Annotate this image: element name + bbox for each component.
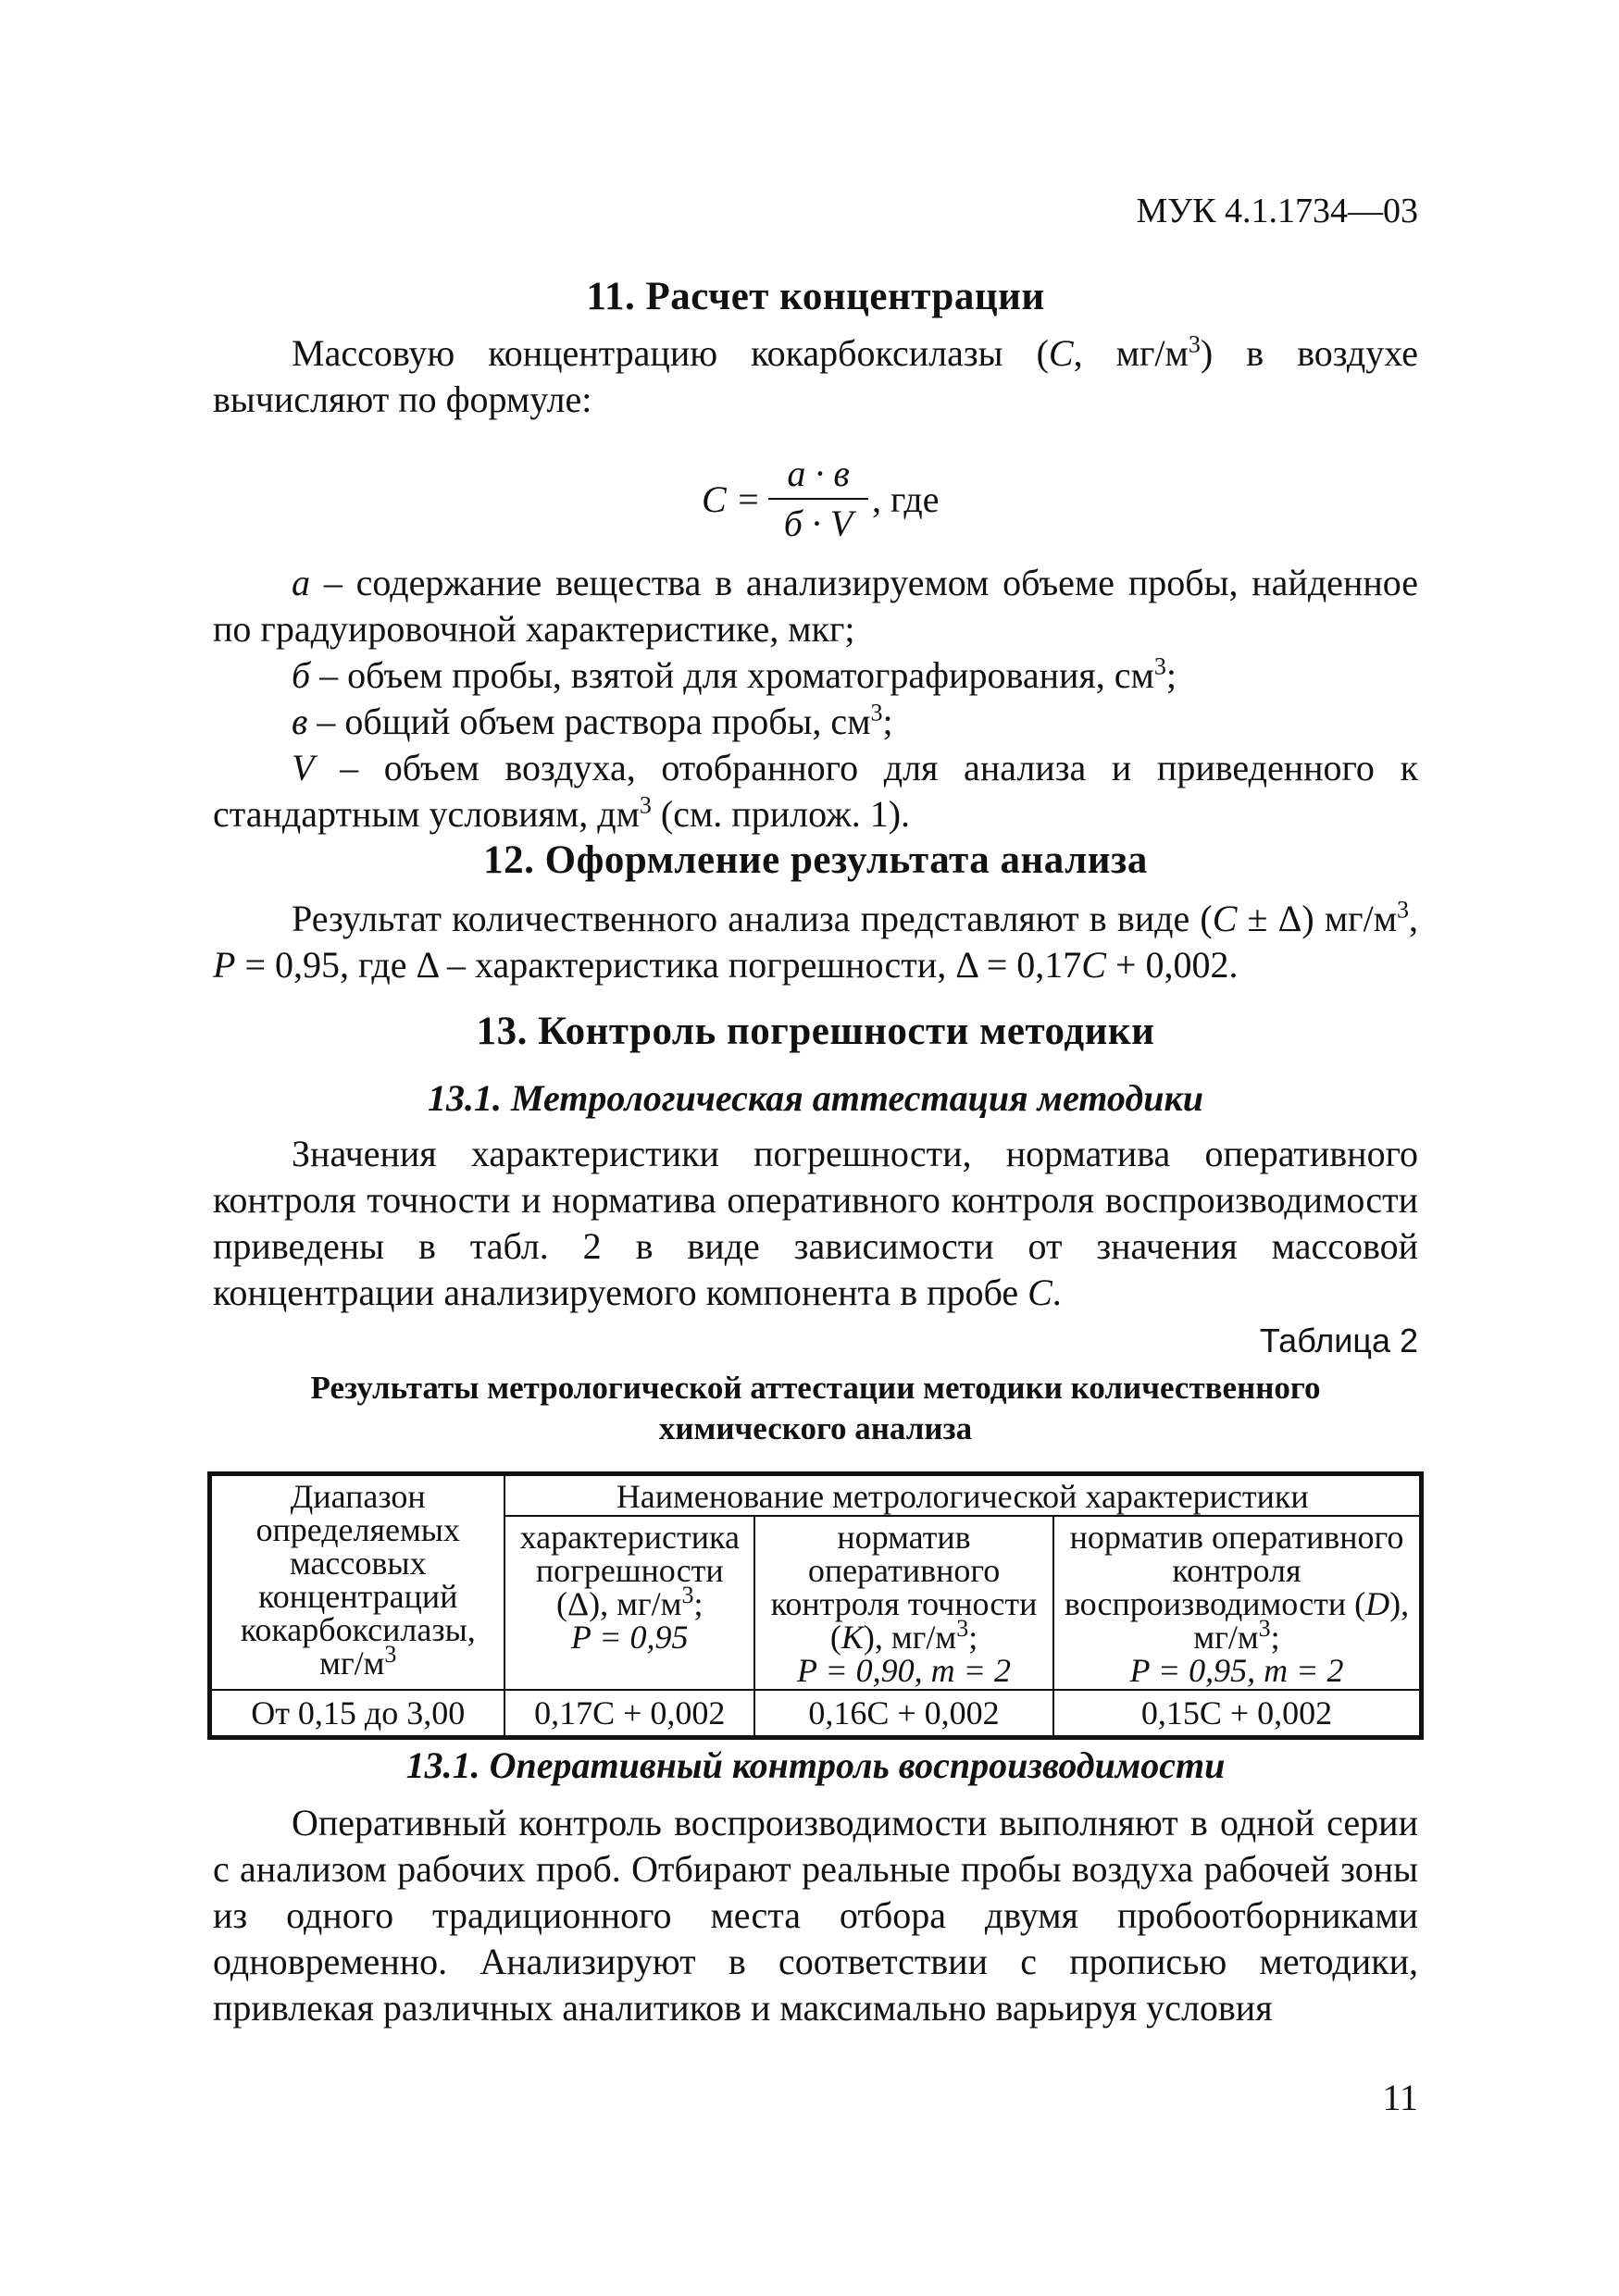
subsection-13-1b bbox=[213, 1744, 1418, 2031]
document-code: МУК 4.1.1734—03 bbox=[1136, 192, 1418, 230]
subsection-13-1b-text: Оперативный контроль воспроизводимости выполняют в одной серии с анализом рабочих проб. Отбирают реальные пробы воздуха рабочей зоны из одного традиционного места отбора двумя пробоотборниками одновременно. Анализируют в соответствии с прописью методики, привлекая различных аналитиков и максимально варьируя условия bbox=[213, 1802, 1418, 2029]
header-accuracy-norm: норматив оперативного контроля точности (K), $мг/м^3$; P = 0,90, m = 2 bbox=[754, 1516, 1053, 1690]
cell-accuracy-value: 0,16C + 0,002 bbox=[754, 1690, 1053, 1738]
subsection-13-1-title: 13.1. Метрологическая аттестация методики bbox=[428, 1077, 1203, 1119]
formula-tail: , где bbox=[872, 478, 940, 520]
definition-v: в – общий объем раствора пробы, $см^3$; bbox=[292, 699, 893, 742]
table-title: Результаты метрологической аттестации методики количественного химического анализа bbox=[310, 1370, 1321, 1446]
cell-range: От 0,15 до 3,00 bbox=[210, 1690, 505, 1738]
cell-reproducibility-value: 0,15C + 0,002 bbox=[1053, 1690, 1421, 1738]
header-error-characteristic: характеристика погрешности (Δ), $мг/м^3$; P = 0,95 bbox=[504, 1516, 754, 1690]
fraction-bar bbox=[768, 498, 868, 500]
table-caption: Таблица 2 bbox=[1259, 1322, 1418, 1359]
definition-a: а – содержание вещества в анализируемом объеме пробы, найденное по градуировочной характеристике, мкг; bbox=[213, 562, 1418, 650]
section-11-intro: Массовую концентрацию кокарбоксилазы (C, $мг/м^3$) в воздухе вычисляют по формуле: bbox=[213, 330, 1418, 420]
table-header-row bbox=[210, 1474, 1422, 1517]
header-reproducibility-norm: норматив оперативного контроля воспроизводимости (D), $мг/м^3$; P = 0,95, m = 2 bbox=[1053, 1516, 1421, 1690]
header-range: Диапазон определяемых массовых концентраций кокарбоксилазы, $мг/м^3$ bbox=[210, 1474, 505, 1691]
cell-error-value: 0,17C + 0,002 bbox=[504, 1690, 754, 1738]
results-table bbox=[207, 1471, 1424, 1740]
definition-b: б – объем пробы, взятой для хроматографирования, $см^3$; bbox=[292, 652, 1177, 696]
section-11-title: 11. Расчет концентрации bbox=[586, 275, 1045, 318]
section-12 bbox=[213, 838, 1418, 988]
formula-denominator: б · V bbox=[783, 503, 853, 544]
section-13 bbox=[213, 1009, 1418, 1316]
header-group: Наименование метрологической характеристики bbox=[504, 1474, 1421, 1517]
subsection-13-1-text: Значения характеристики погрешности, норматива оперативного контроля точности и норматива оперативного контроля воспроизводимости приведены в табл. 2 в виде зависимости от значения массовой концентрации анализируемого компонента в пробе C. bbox=[213, 1133, 1418, 1313]
definition-volume: V – объем воздуха, отобранного для анализа и приведенного к стандартным условиям, $дм^3$ (см. прилож. 1). bbox=[213, 747, 1418, 835]
section-13-title: 13. Контроль погрешности методики bbox=[476, 1010, 1155, 1053]
section-11 bbox=[213, 274, 1418, 423]
table-row bbox=[210, 1690, 1422, 1738]
formula-numerator: а · в bbox=[787, 453, 850, 494]
formula-lhs: C = bbox=[702, 478, 761, 520]
section-12-title: 12. Оформление результата анализа bbox=[483, 838, 1148, 882]
section-12-text: Результат количественного анализа представляют в виде (C ± Δ) $мг/м^3$, P = 0,95, где Δ – характеристика погрешности, Δ = 0,17C + 0,002. bbox=[213, 896, 1419, 986]
concentration-formula bbox=[213, 452, 1418, 544]
formula-fraction bbox=[768, 452, 868, 546]
subsection-13-1b-title: 13.1. Оперативный контроль воспроизводимости bbox=[405, 1744, 1226, 1786]
page-number: 11 bbox=[1382, 2077, 1418, 2118]
variable-definitions bbox=[213, 560, 1418, 838]
